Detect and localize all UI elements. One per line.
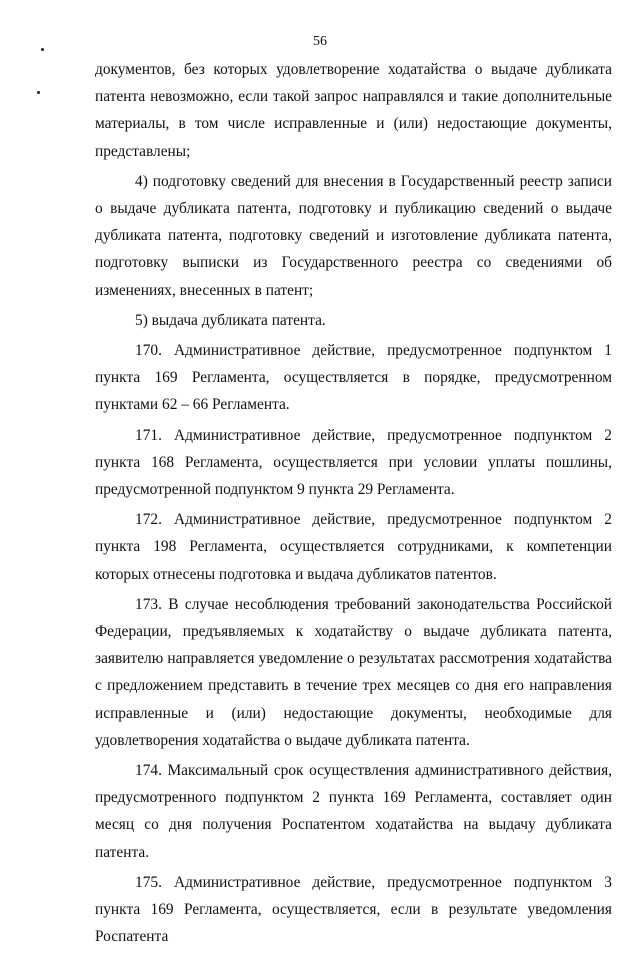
paragraph-item-5: 5) выдача дубликата патента.: [135, 311, 326, 329]
paragraph-continuation: документов, без которых удовлетворение ходатайства о выдаче дубликата патента невозможно, если такой запрос направлялся и такие дополнительные материалы, в том числе исправленные и (или) недостающие документы, представлены;: [95, 61, 612, 160]
page-number: 56: [313, 34, 327, 49]
paragraph-174: 174. Максимальный срок осуществления административного действия, предусмотренного подпунктом 2 пункта 169 Регламента, составляет один месяц со дня получения Роспатентом ходатайства на выдачу дубликата патента.: [95, 762, 612, 861]
scan-mark: [41, 48, 44, 51]
paragraph-173: 173. В случае несоблюдения требований законодательства Российской Федерации, предъявляемых к ходатайству о выдаче дубликата патента, заявителю направляется уведомление о результатах рассмотрения ходатайства с предложением представить в течение трех месяцев со дня его направления исправленные и (или) недостающие документы, необходимые для удовлетворения ходатайства о выдаче дубликата патента.: [95, 595, 612, 749]
paragraph-175: 175. Административное действие, предусмотренное подпунктом 3 пункта 169 Регламента, осуществляется, если в результате уведомления Роспатента: [95, 873, 612, 946]
scan-mark: [37, 91, 40, 94]
paragraph-item-4: 4) подготовку сведений для внесения в Государственный реестр записи о выдаче дубликата патента, подготовку и публикацию сведений о выдаче дубликата патента, подготовку сведений и изготовление дубликата патента, подготовку выписки из Государственного реестра со сведениями об изменениях, внесенных в патент;: [95, 172, 612, 299]
paragraph-172: 172. Административное действие, предусмотренное подпунктом 2 пункта 198 Регламента, осуществляется сотрудниками, к компетенции которых отнесены подготовка и выдача дубликатов патентов.: [95, 511, 612, 583]
paragraph-170: 170. Административное действие, предусмотренное подпунктом 1 пункта 169 Регламента, осуществляется в порядке, предусмотренном пунктами 62 – 66 Регламента.: [95, 342, 612, 414]
paragraph-171: 171. Административное действие, предусмотренное подпунктом 2 пункта 168 Регламента, осуществляется при условии уплаты пошлины, предусмотренной подпунктом 9 пункта 29 Регламента.: [95, 426, 612, 499]
document-body: [95, 56, 612, 954]
